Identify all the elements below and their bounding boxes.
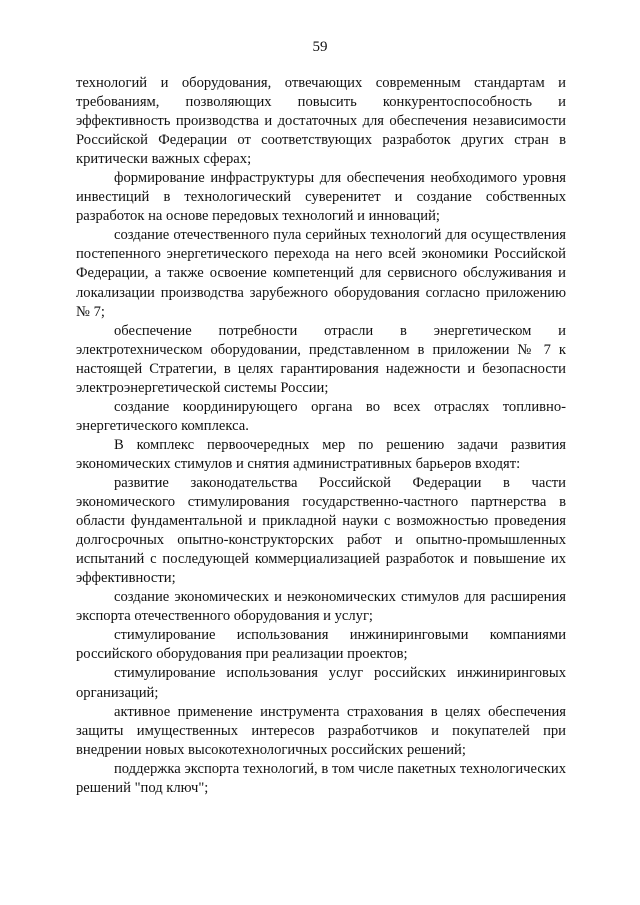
document-body: [76, 74, 566, 798]
paragraph: стимулирование использования инжиниринговыми компаниями российского оборудования при реализации проектов;: [76, 627, 566, 663]
paragraph: создание отечественного пула серийных технологий для осуществления постепенного энергетического перехода на него всей экономики Российской Федерации, а также освоение компетенций для сервисного обслуживания и локализации производства зарубежного оборудования согласно приложению № 7;: [76, 227, 566, 320]
paragraph: создание координирующего органа во всех отраслях топливно-энергетического комплекса.: [76, 398, 566, 434]
paragraph: поддержка экспорта технологий, в том числе пакетных технологических решений "под ключ";: [76, 760, 566, 796]
paragraph: развитие законодательства Российской Федерации в части экономического стимулирования государственно-частного партнерства в области фундаментальной и прикладной науки с возможностью проведения долгосрочных опытно-конструкторских работ и опытно-промышленных испытаний с последующей коммерциализацией разработок и повышение их эффективности;: [76, 474, 566, 587]
paragraph: создание экономических и неэкономических стимулов для расширения экспорта отечественного оборудования и услуг;: [76, 589, 566, 625]
paragraph: В комплекс первоочередных мер по решению задачи развития экономических стимулов и снятия административных барьеров входят:: [76, 436, 566, 472]
paragraph: формирование инфраструктуры для обеспечения необходимого уровня инвестиций в технологический суверенитет и создание собственных разработок на основе передовых технологий и инноваций;: [76, 170, 566, 225]
page-number: 59: [312, 39, 328, 55]
paragraph: стимулирование использования услуг российских инжиниринговых организаций;: [76, 665, 566, 701]
paragraph-continuation: технологий и оборудования, отвечающих современным стандартам и требованиям, позволяющих повысить конкурентоспособность и эффективность производства и достаточных для обеспечения независимости Российской Федерации от соответствующих разработок других стран в критически важных сферах;: [76, 75, 566, 168]
paragraph: обеспечение потребности отрасли в энергетическом и электротехническом оборудовании, представленном в приложении № 7 к настоящей Стратегии, в целях гарантирования надежности и безопасности электроэнергетической системы России;: [76, 322, 566, 396]
paragraph: активное применение инструмента страхования в целях обеспечения защиты имущественных интересов разработчиков и покупателей при внедрении новых высокотехнологичных российских решений;: [76, 703, 566, 758]
